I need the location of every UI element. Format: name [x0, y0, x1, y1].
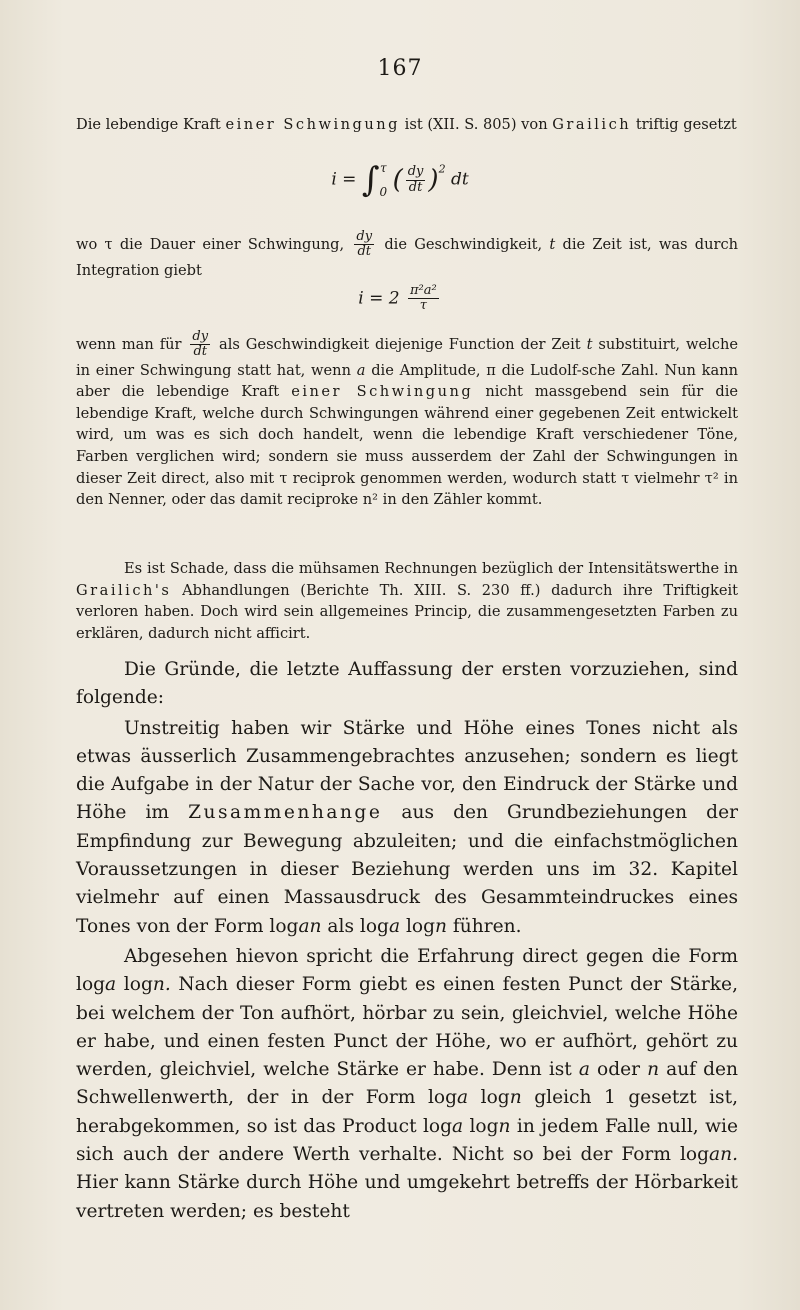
text: Nach dieser Form giebt es einen festen Punct der Stärke, bei welchem der Ton aufhört, hörbar zu sein, gleichviel, welche Höhe er habe, und einen festen Punct der Höhe, wo er aufhört, gehört zu werden, gleichviel, welche Stärke er habe. Denn ist — [76, 974, 738, 1081]
fraction-numerator: dy — [192, 329, 209, 344]
text: Unstreitig haben wir Stärke und Höhe eines Tones nicht als etwas äusserlich Zusammengebrachtes anzusehen; sondern es liegt die Aufgabe in der Natur der Sache vor, den Eindruck der Stärke und Höhe im — [76, 717, 738, 824]
math-var: a — [578, 1059, 590, 1081]
math-var: an — [298, 915, 322, 937]
text: Abgesehen hievon spricht die Erfahrung direct gegen die Form log — [76, 945, 738, 996]
text: log — [123, 974, 153, 996]
integral-upper-limit: τ — [380, 161, 387, 175]
derivative-fraction — [354, 230, 374, 260]
derivative-fraction — [406, 165, 426, 195]
text: gleich 1 gesetzt ist, herabgekommen, so ist das Product log — [76, 1087, 738, 1137]
large-text-block — [76, 656, 738, 1226]
spaced-text: Zusammenhange — [188, 802, 383, 824]
integral-lower-limit: 0 — [379, 185, 388, 199]
text: log — [405, 915, 436, 937]
paragraph-grailich-note — [76, 558, 738, 644]
fraction-denominator: τ — [419, 298, 427, 314]
exponent: 2 — [438, 162, 446, 176]
text: log — [480, 1087, 510, 1109]
text: die Zeit ist, — [562, 235, 652, 253]
fraction-numerator: π²a² — [410, 283, 437, 298]
fraction-numerator: dy — [407, 164, 424, 180]
spaced-text: einer Schwingung — [291, 383, 474, 401]
paragraph-abgesehen — [76, 943, 738, 1226]
text: nicht massgebend sein für die lebendige Kraft, welche durch Schwingungen während einer gegebenen Zeit entwickelt wird, um was es sich doch handelt, wenn die lebendige Kraft verschiedener Töne, Farben verglichen wird; sondern sie muss ausserdem der Zahl der Schwingungen in dieser Zeit direct, also mit τ reciprok genommen werden, wodurch statt τ vielmehr τ² in den Nenner, oder das damit reciproke n² in den Zähler kommt. — [76, 383, 739, 509]
text: substituirt, welche in einer Schwingung statt hat, wenn — [76, 335, 738, 379]
text: was durch Integration giebt — [76, 235, 739, 279]
fraction-numerator: dy — [356, 229, 373, 244]
text: Die lebendige Kraft — [76, 116, 221, 133]
text: als log — [327, 915, 389, 937]
formula-result — [0, 284, 800, 314]
result-fraction — [408, 284, 439, 314]
math-var: t — [586, 335, 593, 353]
text: die Geschwindigkeit, — [384, 235, 543, 253]
text: Abhandlungen (Berichte Th. XIII. S. 230 ff.) dadurch ihre Triftigkeit verloren haben. Doch wird sein allgemeines Princip, die zusammengesetzten Farben zu erklären, dadurch nicht afficirt. — [76, 581, 739, 642]
text: oder — [597, 1059, 640, 1081]
math-var: n — [498, 1115, 511, 1137]
paragraph-definitions — [76, 230, 738, 281]
math-var: n — [647, 1059, 660, 1081]
paragraph-reasons: Die Gründe, die letzte Auffassung der ersten vorzuziehen, sind folgende: — [76, 659, 738, 709]
text: aus den Grundbeziehungen der Empfindung zur Bewegung abzuleiten; und die einfachstmöglichen Voraussetzungen in dieser Beziehung werden uns im 32. Kapitel vielmehr auf einen Massausdruck des Gesammteindruckes eines Tones von der Form log — [76, 802, 738, 937]
text: triftig gesetzt — [635, 116, 737, 133]
text: auf den Schwellenwerth, der in der Form log — [76, 1059, 738, 1109]
math-var: t — [549, 235, 556, 253]
math-var: a — [451, 1115, 464, 1137]
formula-lhs: i = 2 — [358, 288, 400, 309]
page-number: 167 — [377, 56, 423, 81]
integral-sign: ∫ — [361, 160, 380, 200]
fraction-denominator: dt — [357, 244, 372, 260]
formula-lhs: i = — [331, 169, 357, 190]
author-name: Grailich's — [76, 581, 172, 599]
text: wo τ die Dauer einer Schwingung, — [76, 235, 345, 253]
math-var: a — [105, 974, 117, 996]
author-name: Grailich — [552, 116, 632, 133]
fraction-denominator: dt — [193, 344, 208, 360]
text: log — [469, 1115, 499, 1137]
math-var: n. — [152, 974, 171, 996]
math-var: an. — [709, 1144, 738, 1166]
math-var: a — [356, 361, 366, 379]
math-var: a — [388, 915, 401, 937]
text: die Amplitude, π die Ludolf-sche Zahl. Nun kann aber die lebendige Kraft — [76, 361, 739, 401]
derivative-fraction — [190, 330, 210, 360]
text: Es ist Schade, dass die mühsamen Rechnungen bezüglich der Intensitätswerthe in — [124, 560, 738, 577]
text: in jedem Falle null, wie sich auch der andere Werth verhalte. Nicht so bei der Form log — [76, 1115, 738, 1166]
text: führen. — [452, 915, 522, 937]
paragraph-unstreitig — [76, 715, 738, 941]
spaced-text: einer Schwingung — [225, 116, 401, 133]
text: wenn man für — [76, 335, 182, 353]
fraction-denominator: dt — [408, 179, 423, 195]
math-var: n — [435, 915, 447, 937]
paragraph-main-small — [76, 330, 738, 511]
paragraph-intro — [76, 114, 738, 136]
text: Hier kann Stärke durch Höhe und umgekehrt betreffs der Hörbarkeit vertreten werden; es besteht — [76, 1172, 738, 1222]
text: als Geschwindigkeit diejenige Function der Zeit — [219, 335, 581, 353]
text: ist (XII. S. 805) von — [404, 116, 548, 133]
formula-integral: i = ∫ τ 0 ( $\frac{dy}{dt}$ )$^2$ dt — [331, 160, 469, 200]
math-var: n — [509, 1087, 522, 1109]
math-var: a — [457, 1087, 469, 1109]
differential: dt — [450, 169, 469, 190]
